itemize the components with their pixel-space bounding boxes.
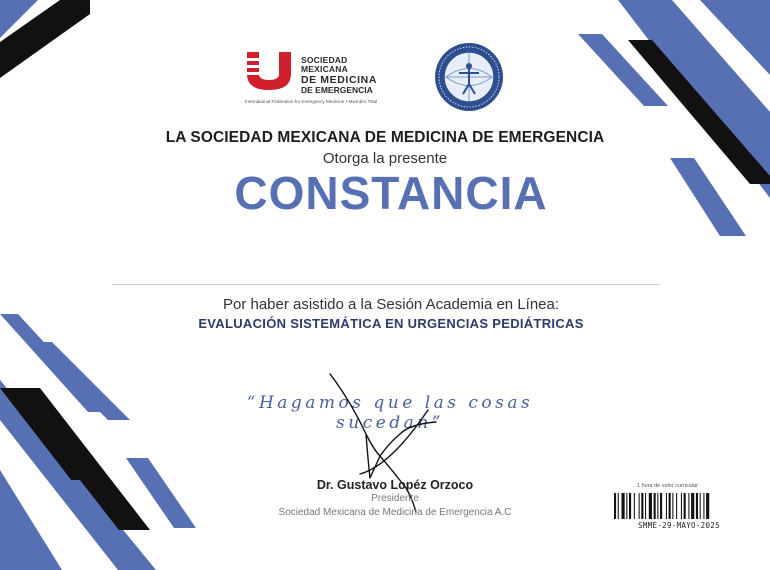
logo-subtitle: International Federation for Emergency Medicine • Miembro Total [245, 99, 378, 104]
barcode-icon [614, 493, 742, 519]
divider [112, 284, 660, 285]
attendance-reason: Por haber asistido a la Sesión Academia en Línea: [222, 296, 560, 313]
smme-logo [245, 46, 390, 108]
curricular-credit: 1 hora de valor curricular [637, 483, 698, 489]
logo-line-2: DE MEDICINA [301, 74, 378, 86]
signatory-organization: Sociedad Mexicana de Medicina de Emergencia A.C [278, 507, 512, 518]
logo-line-1: SOCIEDAD MEXICANA [301, 55, 348, 74]
signatory-name: Dr. Gustavo Lopéz Orzoco [316, 478, 474, 492]
smme-u-emblem [245, 48, 293, 92]
certificate-title: CONSTANCIA [234, 167, 548, 219]
logo-line-3: DE EMERGENCIA [301, 85, 373, 95]
motto: “Hagamos que las cosas sucedan” [246, 393, 534, 433]
signatory-role: Presidente [371, 493, 419, 504]
barcode-code: SMME-29-MAYO-2025 [638, 521, 720, 530]
course-title: EVALUACIÓN SISTEMÁTICA EN URGENCIAS PEDIÁTRICAS [198, 316, 584, 331]
grant-text: Otorga la presente [322, 150, 448, 167]
organization-heading: LA SOCIEDAD MEXICANA DE MEDICINA DE EMERGENCIA [165, 129, 605, 146]
medical-seal-icon [434, 42, 504, 112]
